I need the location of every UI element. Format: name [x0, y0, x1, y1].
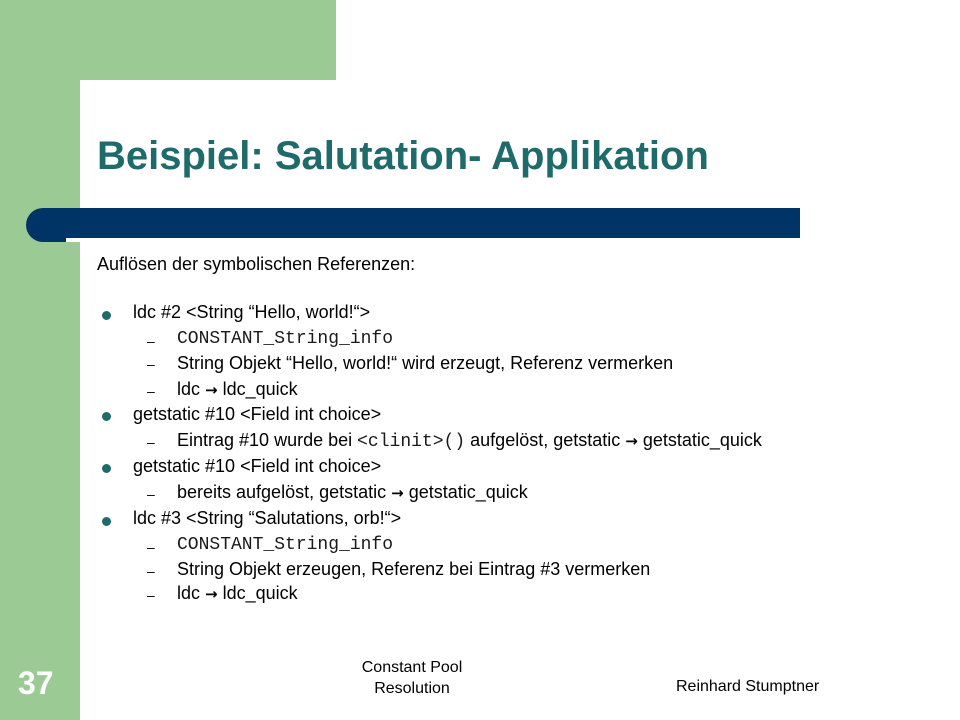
- dash-icon: –: [147, 539, 155, 555]
- list-item-bereits-aufgeloest: [177, 482, 528, 503]
- bullet-icon: [102, 464, 111, 473]
- list-item-string-objekt-erzeugen: String Objekt erzeugen, Referenz bei Eintrag #3 vermerken: [177, 559, 651, 579]
- arrow-right-icon: →: [205, 585, 218, 603]
- bullet-icon: [102, 412, 111, 421]
- arrow-right-icon: →: [625, 432, 638, 450]
- dash-icon: –: [147, 356, 155, 372]
- bullet-icon: [102, 311, 111, 320]
- footer-topic-line2: Resolution: [374, 680, 450, 697]
- page-number: 37: [18, 665, 54, 701]
- list-item-getstatic-10: getstatic #10 <Field int choice>: [133, 404, 382, 424]
- green-frame-left: [0, 0, 80, 720]
- green-frame-top: [0, 0, 336, 80]
- slide-title: Beispiel: Salutation- Applikation: [97, 134, 709, 178]
- item-text: bereits aufgelöst, getstatic: [177, 482, 392, 502]
- dash-icon: –: [147, 563, 155, 579]
- list-item-eintrag-10: [177, 430, 762, 452]
- dash-icon: –: [147, 333, 155, 349]
- dash-icon: –: [147, 587, 155, 603]
- item-text: aufgelöst, getstatic: [465, 430, 626, 450]
- item-text: Eintrag #10 wurde bei: [177, 430, 358, 450]
- list-item-ldc-2: ldc #2 <String “Hello, world!“>: [133, 302, 371, 322]
- bar-notch: [66, 238, 800, 242]
- item-text: ldc_quick: [217, 379, 298, 399]
- dash-icon: –: [147, 434, 155, 450]
- list-item-ldc-3: ldc #3 <String “Salutations, orb!“>: [133, 508, 402, 528]
- arrow-right-icon: →: [205, 381, 218, 399]
- item-text: ldc_quick: [217, 583, 298, 603]
- list-item-constant-string-info: CONSTANT_String_info: [177, 329, 394, 349]
- list-item-ldc-quick: [177, 379, 298, 400]
- item-text: getstatic_quick: [637, 430, 762, 450]
- arrow-right-icon: →: [391, 484, 404, 502]
- dash-icon: –: [147, 486, 155, 502]
- dash-icon: –: [147, 383, 155, 399]
- intro-text: Auflösen der symbolischen Referenzen:: [97, 254, 416, 274]
- list-item-constant-string-info-2: CONSTANT_String_info: [177, 535, 394, 555]
- list-item-string-objekt: String Objekt “Hello, world!“ wird erzeugt, Referenz vermerken: [177, 353, 674, 373]
- item-text: ldc: [177, 583, 206, 603]
- item-text: ldc: [177, 379, 206, 399]
- footer-author: Reinhard Stumptner: [676, 678, 820, 695]
- item-text: getstatic_quick: [403, 482, 528, 502]
- title-underline-bar: [26, 208, 800, 242]
- footer-topic: [352, 657, 472, 699]
- list-item-getstatic-10-second: getstatic #10 <Field int choice>: [133, 456, 382, 476]
- footer-topic-line1: Constant Pool: [361, 659, 463, 676]
- bullet-icon: [102, 517, 111, 526]
- list-item-ldc-quick-2: [177, 583, 298, 604]
- code-text: <clinit>(): [357, 432, 466, 452]
